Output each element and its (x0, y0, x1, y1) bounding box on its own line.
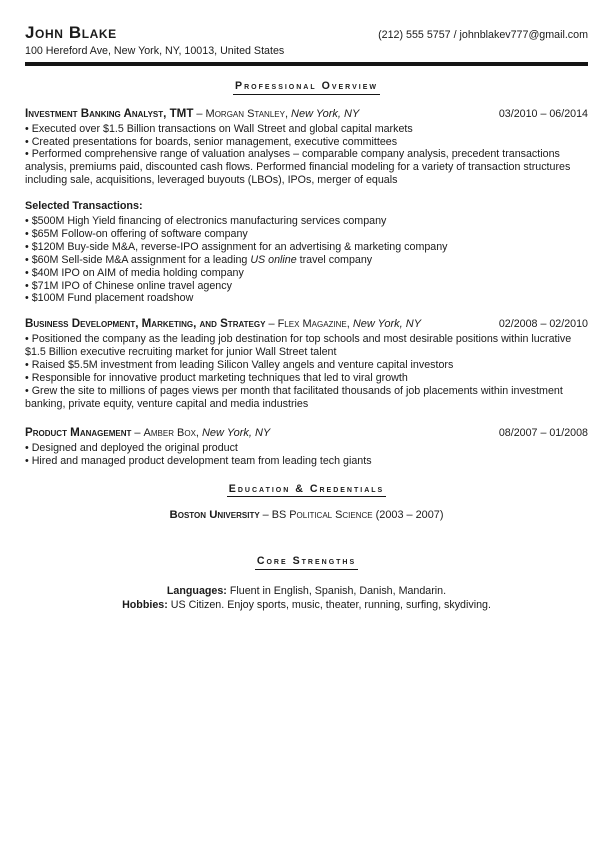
job-location: New York, NY (352, 318, 422, 331)
job-location: New York, NY (291, 107, 360, 120)
address-line: 100 Hereford Ave, New York, NY, 10013, United States (25, 45, 285, 57)
transaction-item: • $65M Follow-on offering of software company (25, 228, 588, 241)
job-dates: 03/2010 – 06/2014 (498, 107, 588, 120)
languages-text: Fluent in English, Spanish, Danish, Mandarin. (226, 584, 447, 597)
job-header (25, 426, 588, 440)
dash-separator: – (134, 426, 141, 439)
header (25, 24, 588, 41)
school-name: Boston University (169, 509, 260, 522)
transaction-item-with-italic (25, 254, 588, 267)
job-bullets (25, 123, 588, 188)
dash-separator: – (268, 318, 275, 331)
section-heading-professional-overview (25, 77, 588, 95)
header-divider (25, 62, 588, 66)
hobbies-line (25, 598, 588, 613)
core-strengths-block (25, 584, 588, 613)
transaction-italic: US online (250, 253, 297, 266)
transaction-item: • $40M IPO on AIM of media holding company (25, 267, 588, 280)
selected-transactions-subheading: Selected Transactions: (25, 200, 143, 213)
bullet-item: • Performed comprehensive range of valuation analyses – comparable company analysis, precedent transactions analysis, premiums paid, discounted cash flows. Performed financial modeling for a variety of transaction structures including sale, acquisitions, leveraged buyouts (LBOs), IPOs, merger of equals (25, 148, 588, 187)
job-header (25, 107, 588, 121)
hobbies-label: Hobbies: (122, 599, 168, 612)
section-title: Education & Credentials (227, 484, 386, 498)
education-entry (25, 509, 588, 522)
dash-separator: – (196, 107, 203, 120)
company-name: Flex Magazine, (277, 318, 350, 331)
bullet-item: • Designed and deployed the original product (25, 442, 588, 455)
company-name: Morgan Stanley, (205, 107, 289, 120)
job-entry-investment-banking-analyst (25, 107, 588, 306)
job-entry-product-management (25, 426, 588, 468)
job-header (25, 317, 588, 331)
bullet-item: • Created presentations for boards, senior management, executive committees (25, 136, 588, 149)
section-heading-education (25, 480, 588, 498)
section-title: Core Strengths (255, 556, 358, 570)
transactions-list (25, 215, 588, 305)
job-title-line (25, 107, 359, 121)
job-dates: 02/2008 – 02/2010 (498, 318, 588, 331)
job-title: Product Management (25, 425, 132, 439)
transaction-item: • $500M High Yield financing of electronics manufacturing services company (25, 215, 588, 228)
section-title: Professional Overview (233, 81, 380, 95)
company-name: Amber Box, (143, 426, 199, 439)
job-bullets (25, 442, 588, 468)
bullet-item: • Responsible for innovative product marketing techniques that led to viral growth (25, 372, 588, 385)
job-entry-business-development (25, 317, 588, 410)
person-name: John Blake (25, 23, 117, 42)
degree-info: BS Political Science (2003 – 2007) (271, 509, 444, 522)
dash-separator: – (262, 509, 269, 522)
bullet-item: • Positioned the company as the leading job destination for top schools and most desirable positions within lucrative $1.5 Billion executive recruiting market for junior Wall Street talent (25, 333, 588, 359)
hobbies-text: US Citizen. Enjoy sports, music, theater, running, surfing, skydiving. (167, 599, 491, 612)
job-title: Investment Banking Analyst, TMT (25, 106, 194, 120)
job-dates: 08/2007 – 01/2008 (498, 426, 588, 439)
languages-label: Languages: (166, 584, 227, 597)
job-title-line (25, 317, 421, 331)
transaction-pre: $60M Sell-side M&A assignment for a leading (31, 253, 251, 266)
section-heading-core-strengths (25, 552, 588, 570)
job-bullets (25, 333, 588, 410)
transaction-item: • $71M IPO of Chinese online travel agency (25, 280, 588, 293)
bullet-item: • Grew the site to millions of pages views per month that facilitated thousands of job placements within investment banking, private equity, venture capital and media industries (25, 385, 588, 411)
job-title: Business Development, Marketing, and Strategy (25, 317, 266, 331)
job-location: New York, NY (201, 426, 271, 439)
contact-info: (212) 555 5757 / johnblakev777@gmail.com (378, 29, 588, 41)
bullet-item: • Raised $5.5M investment from leading Silicon Valley angels and venture capital investors (25, 359, 588, 372)
languages-line (25, 584, 588, 599)
bullet-item: • Hired and managed product development team from leading tech giants (25, 455, 588, 468)
job-title-line (25, 426, 270, 440)
transaction-item: • $100M Fund placement roadshow (25, 292, 588, 305)
bullet-item: • Executed over $1.5 Billion transactions on Wall Street and global capital markets (25, 123, 588, 136)
transaction-post: travel company (296, 253, 373, 266)
transaction-item: • $120M Buy-side M&A, reverse-IPO assignment for an advertising & marketing company (25, 241, 588, 254)
